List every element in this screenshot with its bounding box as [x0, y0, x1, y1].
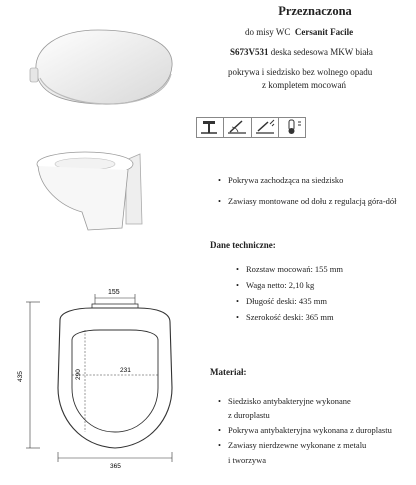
material-text: Siedzisko antybakteryjne wykonane	[228, 396, 351, 406]
model-name: Cersanit Facile	[294, 27, 354, 37]
tech-item: • Długość deski: 435 mm	[236, 296, 327, 306]
temperature-icon	[279, 118, 305, 137]
toilet-image	[30, 140, 150, 235]
material-item: • Siedzisko antybakteryjne wykonane	[218, 396, 351, 406]
tech-item: • Waga netto: 2,10 kg	[236, 280, 315, 290]
subtitle-line-3: pokrywa i siedzisko bez wolnego opadu	[228, 67, 373, 77]
subtitle-line-4: z kompletem mocowań	[262, 80, 346, 90]
product-description: deska sedesowa MKW biała	[270, 47, 373, 57]
feature-text: Zawiasy montowane od dołu z regulacją góra-dół	[228, 196, 397, 206]
material-item-cont: i tworzywa	[228, 455, 267, 465]
subtitle-line-2	[230, 47, 373, 57]
product-code: S673V531	[230, 47, 269, 57]
feature-item: • Zawiasy montowane od dołu z regulacją góra-dół	[218, 196, 397, 206]
tech-item: • Rozstaw mocowań: 155 mm	[236, 264, 344, 274]
seat-lid-image	[28, 18, 178, 110]
tech-text: Waga netto: 2,10 kg	[246, 280, 315, 290]
material-item: • Pokrywa antybakteryjna wykonana z duroplastu	[218, 425, 392, 435]
tech-heading: Dane techniczne:	[210, 240, 276, 250]
feature-text: Pokrywa zachodząca na siedzisko	[228, 175, 344, 185]
tech-text: Szerokość deski: 365 mm	[246, 312, 334, 322]
dim-231-label: 231	[120, 367, 131, 374]
feature-icons	[196, 117, 306, 138]
material-item-cont: z duroplastu	[228, 410, 270, 420]
tech-item: • Szerokość deski: 365 mm	[236, 312, 334, 322]
dim-435-label: 435	[17, 371, 24, 382]
subtitle-line-1	[245, 27, 353, 37]
dimension-drawing	[0, 280, 200, 480]
tech-text: Długość deski: 435 mm	[246, 296, 327, 306]
page-title: Przeznaczona	[278, 4, 352, 18]
dim-290-label: 290	[75, 369, 82, 380]
material-text: Zawiasy nierdzewne wykonane z metalu	[228, 440, 367, 450]
model-prefix: do misy WC	[245, 27, 291, 37]
fixing-icon	[197, 118, 224, 137]
feature-item: • Pokrywa zachodząca na siedzisko	[218, 175, 344, 185]
material-heading: Materiał:	[210, 367, 247, 377]
material-text: Pokrywa antybakteryjna wykonana z duroplastu	[228, 425, 392, 435]
dim-365-label: 365	[110, 463, 121, 470]
seat-angle-icon	[224, 118, 251, 137]
dim-155-label: 155	[108, 289, 120, 296]
material-item: • Zawiasy nierdzewne wykonane z metalu	[218, 440, 367, 450]
hinge-icon	[252, 118, 279, 137]
tech-text: Rozstaw mocowań: 155 mm	[246, 264, 344, 274]
